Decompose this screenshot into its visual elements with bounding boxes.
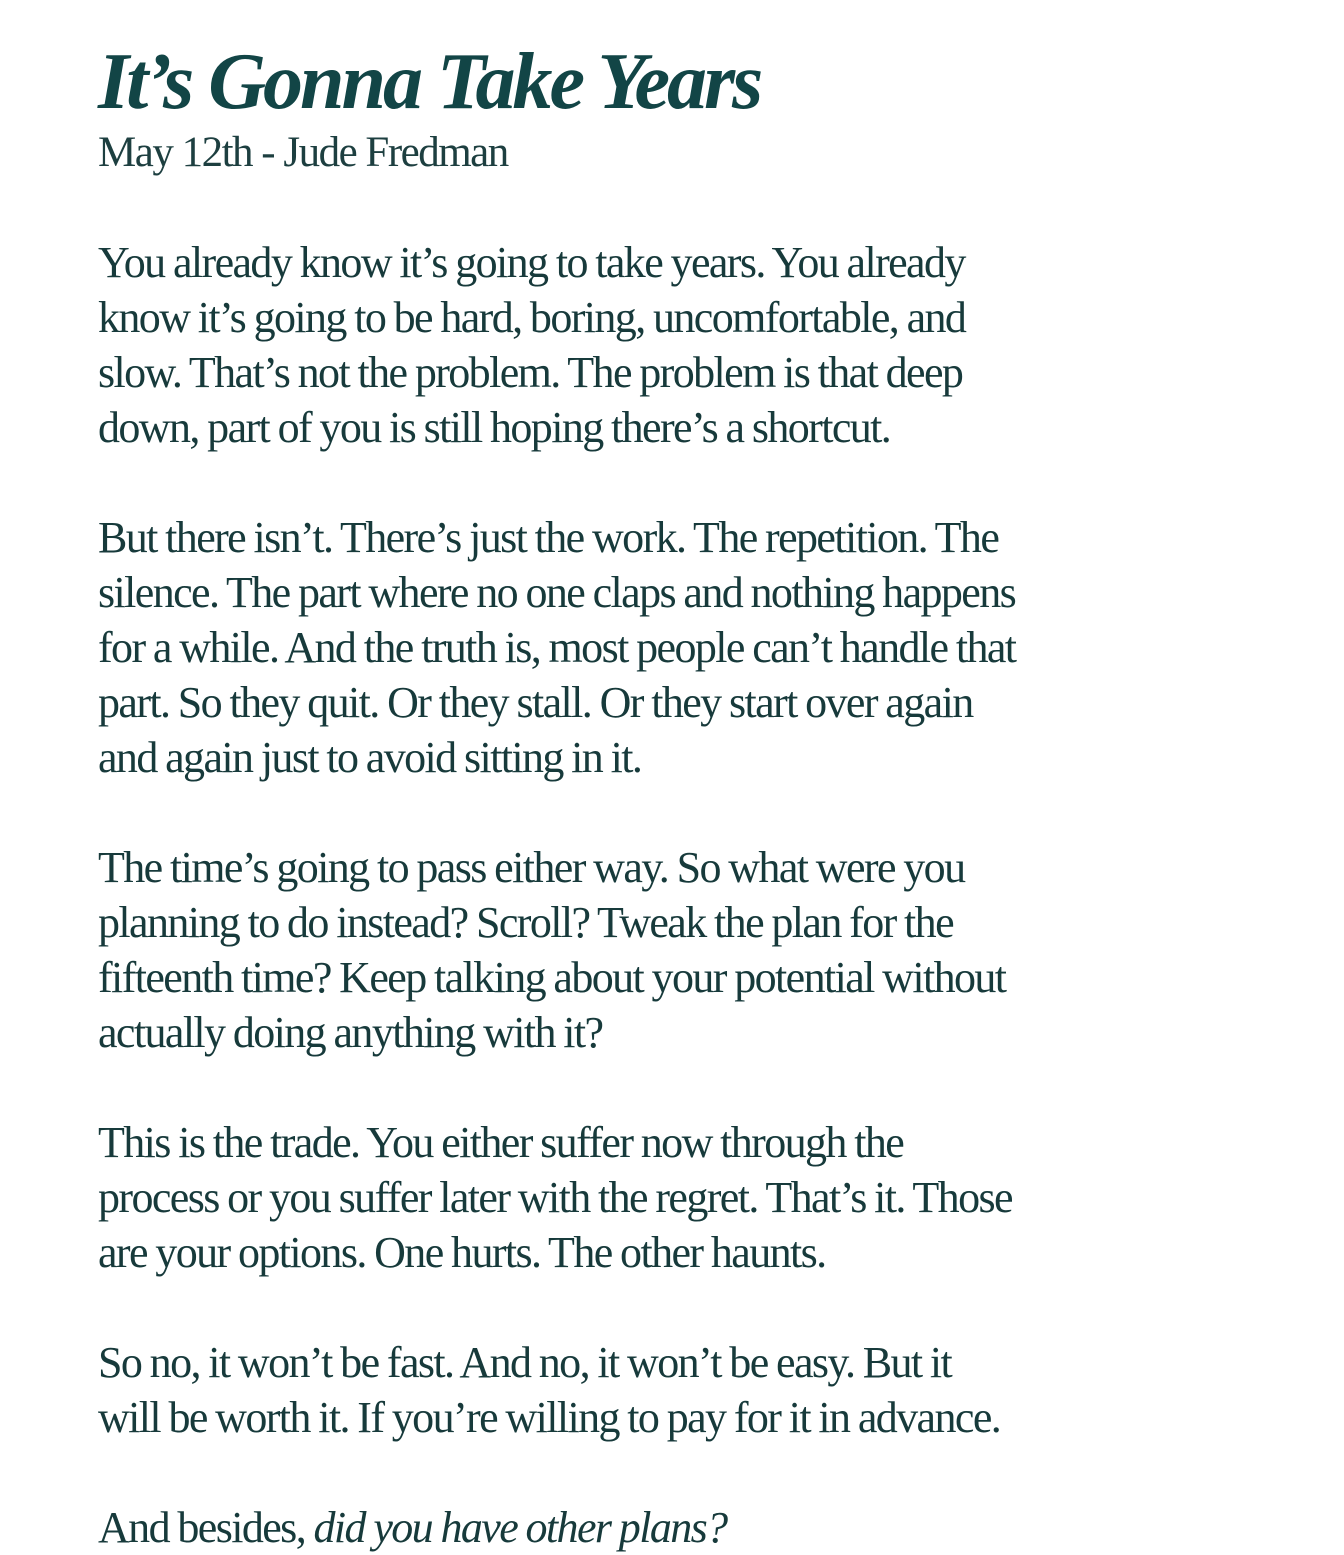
- paragraph-line: are your options. One hurts. The other haunts.: [98, 1228, 826, 1277]
- paragraph-line: process or you suffer later with the regret. That’s it. Those: [98, 1173, 1012, 1222]
- paragraph-line: actually doing anything with it?: [98, 1008, 603, 1057]
- article-title: It’s Gonna Take Years: [98, 38, 761, 126]
- paragraph-line: planning to do instead? Scroll? Tweak the plan for the: [98, 898, 954, 947]
- paragraph-line: This is the trade. You either suffer now through the: [98, 1118, 904, 1167]
- paragraph: [98, 1335, 1278, 1445]
- paragraph-line: You already know it’s going to take years. You already: [98, 238, 965, 287]
- paragraph-line: fifteenth time? Keep talking about your potential without: [98, 953, 1006, 1002]
- paragraph-line: for a while. And the truth is, most people can’t handle that: [98, 623, 1016, 672]
- paragraph-line: But there isn’t. There’s just the work. The repetition. The: [98, 513, 999, 562]
- paragraph: [98, 1115, 1278, 1280]
- paragraph: [98, 235, 1278, 455]
- closing-lead: And besides,: [98, 1503, 314, 1552]
- paragraph-line: will be worth it. If you’re willing to pay for it in advance.: [98, 1393, 1001, 1442]
- paragraph-line: So no, it won’t be fast. And no, it won’t be easy. But it: [98, 1338, 952, 1387]
- paragraph-line: know it’s going to be hard, boring, uncomfortable, and: [98, 293, 966, 342]
- article-body: [98, 235, 1278, 1555]
- paragraph-line: down, part of you is still hoping there’s a shortcut.: [98, 403, 891, 452]
- paragraph-line: The time’s going to pass either way. So what were you: [98, 843, 965, 892]
- paragraph-line: silence. The part where no one claps and nothing happens: [98, 568, 1016, 617]
- paragraph: [98, 840, 1278, 1060]
- article: [98, 36, 1278, 1555]
- paragraph: [98, 510, 1278, 785]
- paragraph-line: slow. That’s not the problem. The problem is that deep: [98, 348, 963, 397]
- closing-question: did you have other plans?: [313, 1503, 727, 1552]
- closing-paragraph: [98, 1500, 1278, 1555]
- article-byline: May 12th - Jude Fredman: [98, 129, 508, 176]
- paragraph-line: part. So they quit. Or they stall. Or they start over again: [98, 678, 973, 727]
- paragraph-line: and again just to avoid sitting in it.: [98, 733, 642, 782]
